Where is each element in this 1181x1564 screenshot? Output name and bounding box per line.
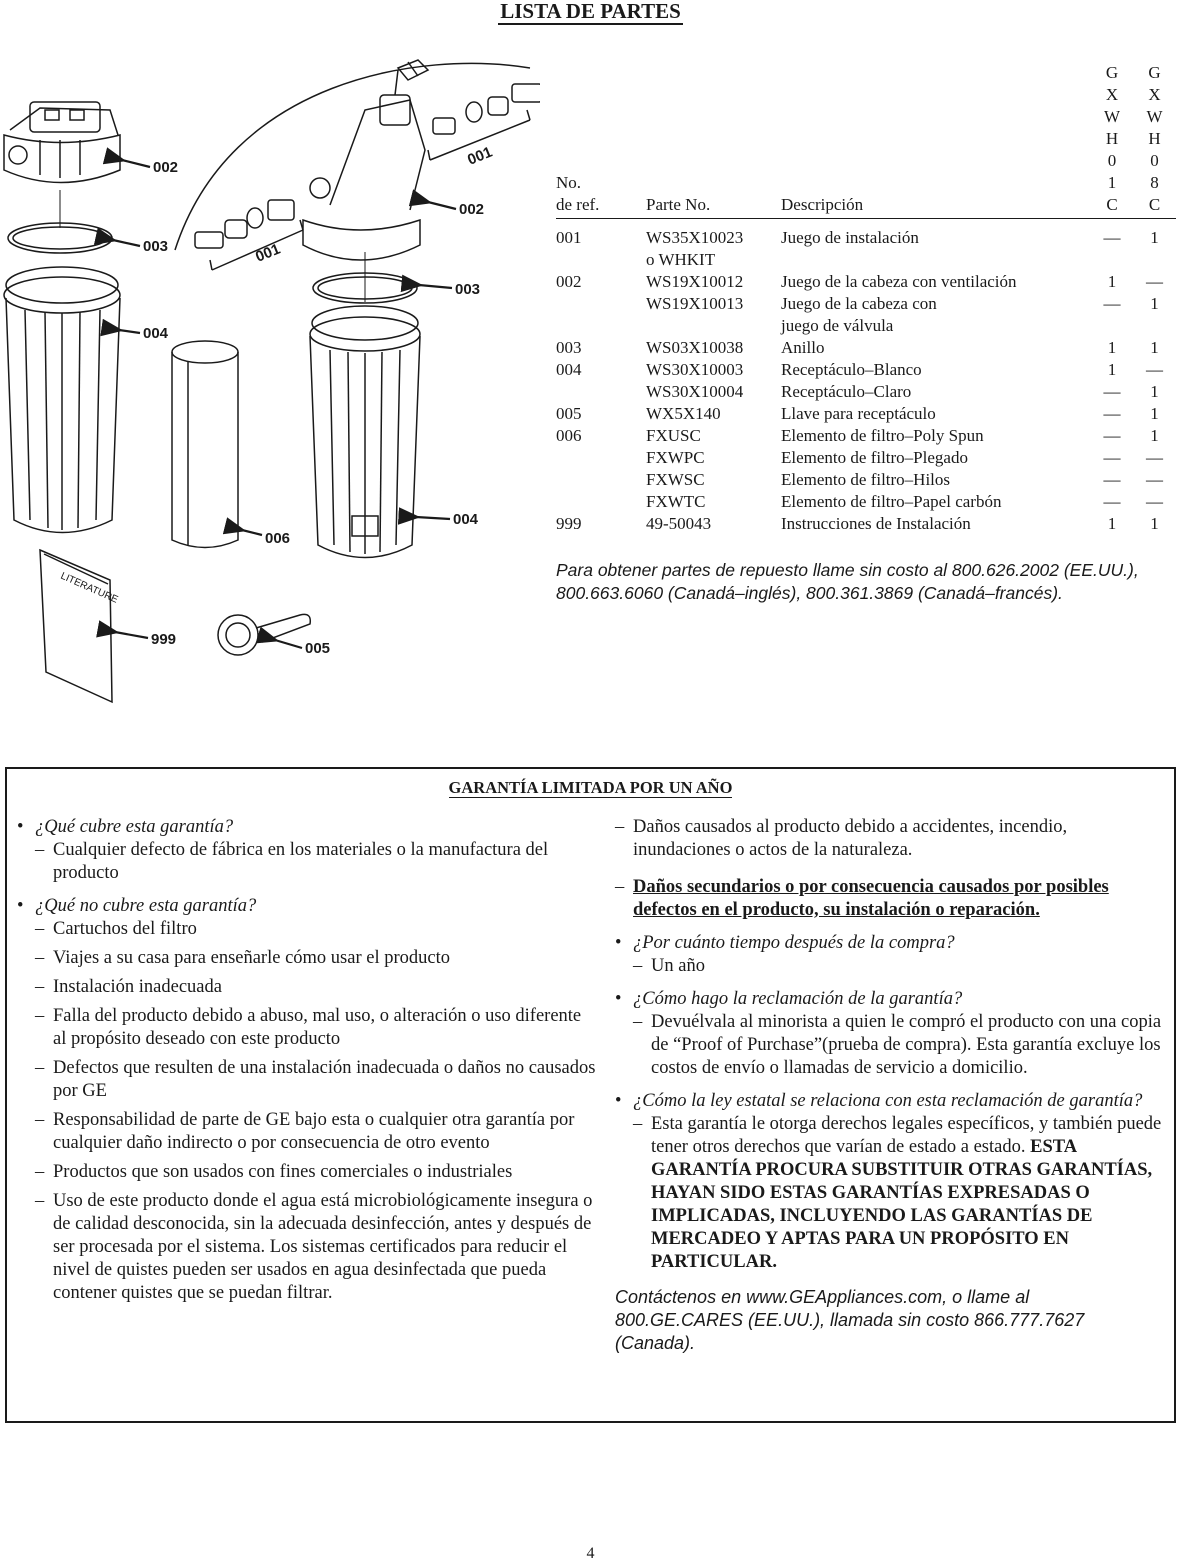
table-row [556,271,1176,293]
cell-model-a: — [1103,492,1121,511]
cell-model-b: 1 [1150,426,1159,445]
cell-desc: Juego de instalación [781,228,919,247]
cell-part: WS19X10012 [646,272,744,291]
cell-part: WS35X10023 [646,228,744,247]
warranty-right-column [615,816,1165,1355]
cell-part: WS19X10013 [646,294,744,313]
cell-desc: Elemento de filtro–Poly Spun [781,426,984,445]
cell-ref [556,491,646,513]
warranty-question: • ¿Qué no cubre esta garantía? [17,896,257,916]
cell-desc [781,249,1091,271]
parts-diagram [0,40,540,720]
cell-part: 49-50043 [646,514,712,533]
parts-phone-note: Para obtener partes de repuesto llame sin costo al 800.626.2002 (EE.UU.), 800.663.6060 (Canadá–inglés), 800.361.3869 (Canadá–francés). [556,560,1139,603]
cell-ref: 002 [556,272,582,291]
left-filter-head [4,102,120,183]
cell-ref [556,315,646,337]
callout-005: 005 [305,640,331,657]
filter-cartridge [172,341,238,548]
page-number: 4 [586,1545,595,1562]
table-row [556,469,1176,491]
callout-004-right: 004 [453,511,479,528]
contact-info: Contáctenos en www.GEAppliances.com, o llame al 800.GE.CARES (EE.UU.), llamada sin costo 866.777.7627 (Canada). [615,1287,1085,1353]
table-row [556,403,1176,425]
warranty-question: • ¿Qué cubre esta garantía? [17,817,234,837]
callout-002-left: 002 [153,159,179,176]
table-row [556,425,1176,447]
cell-model-a: 1 [1107,338,1117,357]
table-row [556,315,1176,337]
cell-ref [556,447,646,469]
cell-model-b: 1 [1150,294,1159,313]
cell-desc: Elemento de filtro–Papel carbón [781,492,1002,511]
cell-ref: 005 [556,404,582,423]
warranty-item: – Responsabilidad de parte de GE bajo esta o cualquier otra garantía por cualquier daño indirecto o por consecuencia de otro evento [35,1110,575,1153]
cell-model-b [1133,315,1176,337]
cell-model-b [1133,249,1176,271]
cell-ref: 004 [556,360,582,379]
cell-part: o WHKIT [646,250,716,269]
cell-model-b: 1 [1150,514,1159,533]
cell-model-b: — [1146,448,1163,467]
cell-part: FXWSC [646,470,705,489]
cell-desc: Elemento de filtro–Plegado [781,448,968,467]
cell-ref: 006 [556,426,582,445]
cell-model-b: — [1146,272,1163,291]
left-housing [4,267,120,533]
callout-001-left: 001 [253,240,283,266]
cell-model-b: 1 [1150,404,1159,423]
table-row [556,447,1176,469]
warranty-left-column [17,816,597,1305]
callout-001-right: 001 [465,143,495,169]
cell-model-a [1091,249,1133,271]
table-row [556,359,1176,381]
warranty-item: – Un año [633,956,705,976]
table-row [556,513,1176,535]
cell-part: WS30X10003 [646,360,744,379]
warranty-box [5,767,1176,1423]
table-row [556,219,1176,250]
right-filter-head [303,70,425,260]
col-desc-header: Descripción [781,62,1091,219]
warranty-item: – Instalación inadecuada [35,977,222,997]
literature-booklet [40,550,112,702]
cell-part: WS03X10038 [646,338,744,357]
table-row [556,337,1176,359]
cell-desc: Receptáculo–Claro [781,382,912,401]
cell-model-a: — [1103,470,1121,489]
cell-model-b: 1 [1150,382,1159,401]
cell-model-a [1091,315,1133,337]
cell-model-b: — [1146,470,1163,489]
callout-003-left: 003 [143,238,169,255]
warranty-question: • ¿Cómo la ley estatal se relaciona con esta reclamación de garantía? [615,1091,1143,1111]
cell-ref: 001 [556,228,582,247]
cell-part: FXWPC [646,448,705,467]
cell-ref [556,249,646,271]
warranty-item: – Cartuchos del filtro [35,919,197,939]
cell-model-a: — [1103,294,1121,313]
housing-wrench [218,614,310,655]
col-ref-header: No. de ref. [556,62,646,219]
warranty-item: – Esta garantía le otorga derechos legales específicos, y también puede tener otros derechos que varían de estado a estado. ESTA GARANTÍA PROCURA SUBSTITUIR OTRAS GARANTÍAS, HAYAN SIDO ESTAS GARANTÍAS EXPRESADAS O IMPLICADAS, INCLUYENDO LAS GARANTÍAS DE MERCADEO Y APTAS PARA UN PROPÓSITO EN PARTICULAR. [633,1114,1162,1272]
cell-model-a: 1 [1107,514,1117,533]
callout-004-left: 004 [143,325,169,342]
cell-desc: Anillo [781,338,825,357]
col-model-a-header: G X W H 0 1 C [1091,62,1133,219]
valve-knob [398,60,428,80]
warranty-item: – Devuélvala al minorista a quien le compró el producto con una copia de “Proof of Purchase”(prueba de compra). Esta garantía excluye los costos de envío o llamadas de servicio a domicilio. [633,1012,1162,1078]
cell-desc: Llave para receptáculo [781,404,936,423]
parts-table [556,62,1176,535]
booklet-label: LITERATURE [58,570,120,606]
cell-model-a: — [1103,426,1121,445]
cell-desc: Receptáculo–Blanco [781,360,922,379]
install-kit-left [195,200,303,270]
cell-part [646,315,781,337]
cell-part: FXUSC [646,426,701,445]
table-row [556,491,1176,513]
cell-model-a: 1 [1107,272,1117,291]
cell-part: WX5X140 [646,404,721,423]
cell-model-a: 1 [1107,360,1117,379]
callout-002-right: 002 [459,201,485,218]
cell-desc: Juego de la cabeza con ventilación [781,272,1017,291]
cell-ref: 003 [556,338,582,357]
exploded-view [0,40,540,720]
col-model-b-header: G X W H 0 8 C [1133,62,1176,219]
warranty-item: – Viajes a su casa para enseñarle cómo usar el producto [35,948,450,968]
cell-model-a: — [1103,382,1121,401]
parts-list [556,62,1176,535]
warranty-question: • ¿Cómo hago la reclamación de la garantía? [615,989,963,1009]
cell-model-a: — [1103,448,1121,467]
table-row [556,381,1176,403]
callout-006: 006 [265,530,291,547]
cell-model-b: — [1146,360,1163,379]
page-title: LISTA DE PARTES [500,0,681,23]
cell-ref [556,469,646,491]
callout-999: 999 [151,631,177,648]
cell-model-a: — [1103,404,1121,423]
cell-ref [556,381,646,403]
warranty-title: GARANTÍA LIMITADA POR UN AÑO [448,778,733,797]
cell-desc: Elemento de filtro–Hilos [781,470,951,489]
cell-desc: Instrucciones de Instalación [781,514,971,533]
callout-003-right: 003 [455,281,481,298]
warranty-question: • ¿Por cuánto tiempo después de la compra? [615,933,955,953]
col-part-header: Parte No. [646,62,781,219]
warranty-item: – Cualquier defecto de fábrica en los materiales o la manufactura del producto [35,840,549,883]
warranty-item: – Defectos que resulten de una instalación inadecuada o daños no causados por GE [35,1058,596,1101]
warranty-item: – Falla del producto debido a abuso, mal uso, o alteración o uso diferente al propósito deseado con este producto [35,1006,582,1049]
right-housing [310,306,420,558]
cell-desc: Juego de la cabeza con [781,294,937,313]
warranty-item: – Daños causados al producto debido a accidentes, incendio, inundaciones o actos de la naturaleza. [615,817,1068,860]
table-row [556,249,1176,271]
warranty-item: – Uso de este producto donde el agua está microbiológicamente insegura o de calidad desconocida, sin la adecuada desinfección, antes y después de ser procesada por el sistema. Los sistemas certificados para reducir el nivel de quistes pueden ser usados en agua desinfectada que pueda contener quistes que se puedan filtrar. [35,1191,593,1303]
cell-ref: 999 [556,514,582,533]
cell-ref [556,293,646,315]
cell-part: FXWTC [646,492,706,511]
warranty-item: – Productos que son usados con fines comerciales o industriales [35,1162,513,1182]
cell-part: WS30X10004 [646,382,744,401]
table-row [556,293,1176,315]
cell-model-b: — [1146,492,1163,511]
cell-model-b: 1 [1150,228,1159,247]
warranty-item-secondary-damages: – Daños secundarios o por consecuencia causados por posibles defectos en el producto, su instalación o reparación. [615,877,1109,920]
cell-desc: juego de válvula [781,316,894,335]
warranty-disclaimer: ESTA GARANTÍA PROCURA SUBSTITUIR OTRAS GARANTÍAS, HAYAN SIDO ESTAS GARANTÍAS EXPRESADAS O IMPLICADAS, INCLUYENDO LAS GARANTÍAS DE MERCADEO Y APTAS PARA UN PROPÓSITO EN PARTICULAR. [651,1137,1153,1272]
cell-model-a: — [1103,228,1121,247]
cell-model-b: 1 [1150,338,1159,357]
